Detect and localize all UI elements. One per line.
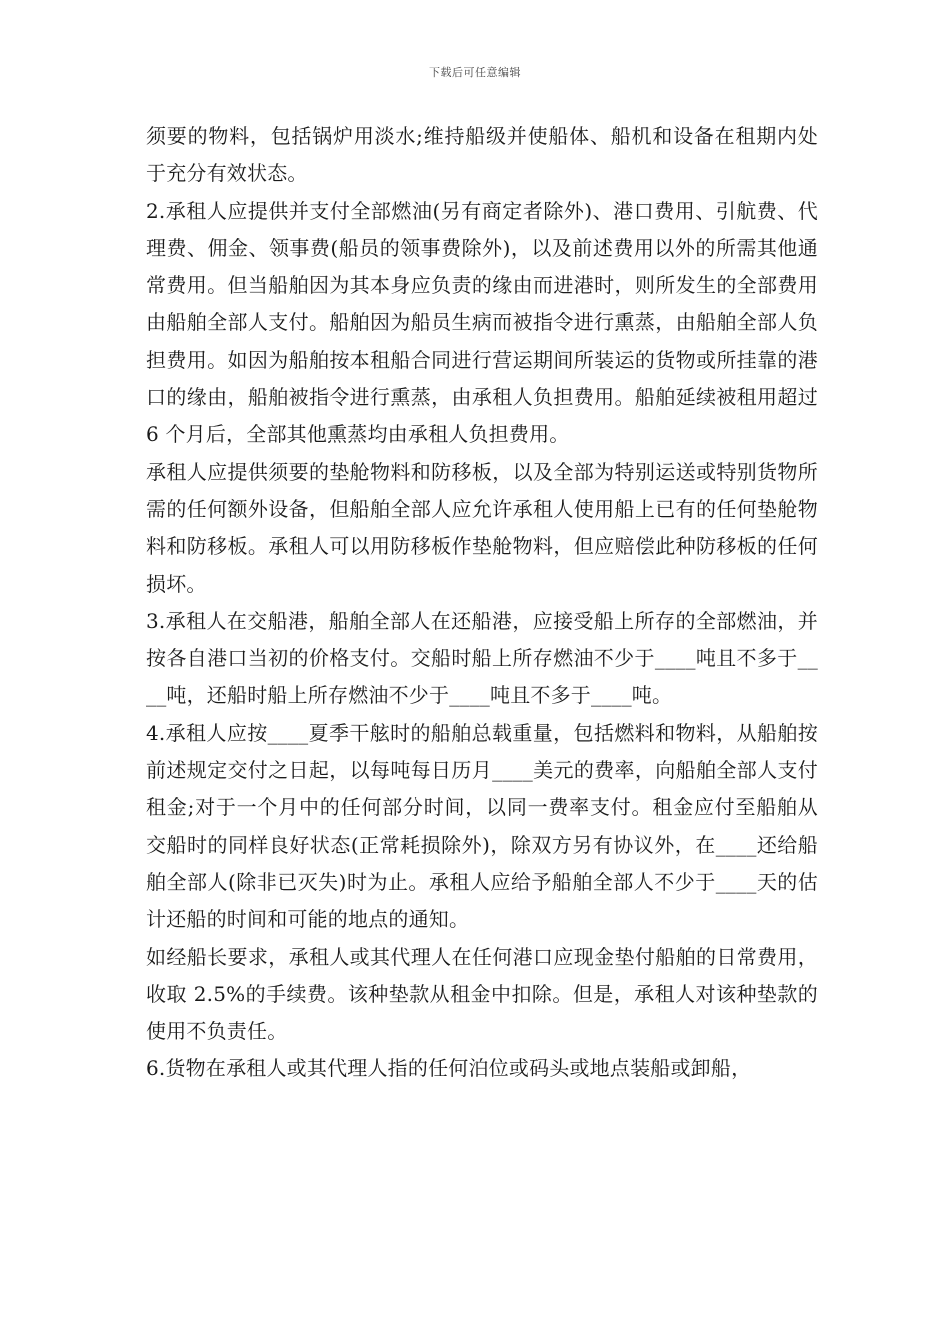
paragraph-3: 承租人应提供须要的垫舱物料和防移板，以及全部为特别运送或特别货物所需的任何额外设备，但船舶全部人应允许承租人使用船上已有的任何垫舱物料和防移板。承租人可以用防移板作垫舱物料，但应赔偿此种防移板的任何损坏。 — [146, 459, 818, 596]
page-header-note: 下载后可任意编辑 — [429, 66, 521, 79]
paragraph-7: 6.货物在承租人或其代理人指的任何泊位或码头或地点装船或卸船， — [146, 1056, 752, 1081]
paragraph-1: 须要的物料，包括锅炉用淡水;维持船级并使船体、船机和设备在租期内处于充分有效状态。 — [146, 124, 818, 186]
document-body — [146, 118, 818, 1088]
paragraph-5: 4.承租人应按____夏季干舷时的船舶总载重量，包括燃料和物料，从船舶按前述规定交付之日起，以每吨每日历月____美元的费率，向船舶全部人支付租金;对于一个月中的任何部分时间，以同一费率支付。租金应付至船舶从交船时的同样良好状态(正常耗损除外)，除双方另有协议外，在____还给船舶全部人(除非已灭失)时为止。承租人应给予船舶全部人不少于____天的估计还船的时间和可能的地点的通知。 — [146, 720, 818, 932]
paragraph-4: 3.承租人在交船港，船舶全部人在还船港，应接受船上所存的全部燃油，并按各自港口当初的价格支付。交船时船上所存燃油不少于____吨且不多于____吨，还船时船上所存燃油不少于____吨且不多于____吨。 — [146, 608, 818, 708]
paragraph-6: 如经船长要求，承租人或其代理人在任何港口应现金垫付船舶的日常费用，收取 2.5%的手续费。该种垫款从租金中扣除。但是，承租人对该种垫款的使用不负责任。 — [146, 944, 818, 1044]
paragraph-2: 2.承租人应提供并支付全部燃油(另有商定者除外)、港口费用、引航费、代理费、佣金、领事费(船员的领事费除外)，以及前述费用以外的所需其他通常费用。但当船舶因为其本身应负责的缘由而进港时，则所发生的全部费用由船舶全部人支付。船舶因为船员生病而被指令进行熏蒸，由船舶全部人负担费用。如因为船舶按本租船合同进行营运期间所装运的货物或所挂靠的港口的缘由，船舶被指令进行熏蒸，由承租人负担费用。船舶延续被租用超过 6 个月后，全部其他熏蒸均由承租人负担费用。 — [146, 198, 818, 447]
